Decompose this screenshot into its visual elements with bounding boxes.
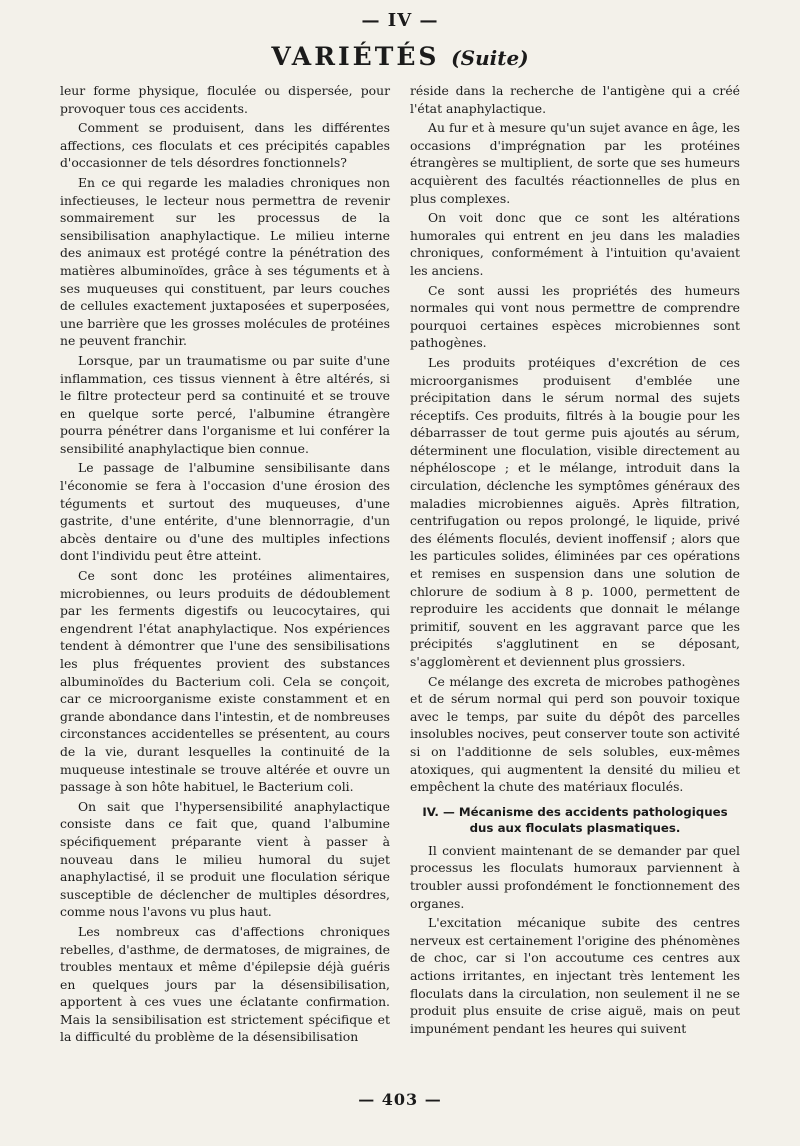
page-number: — 403 — xyxy=(358,1090,442,1109)
paragraph: On sait que l'hypersensibilité anaphylactique consiste dans ce fait que, quand l'albumine spécifiquement préparante vient à passer à nouveau dans le milieu humoral du sujet anaphylactisé, il se produit une floculation sérique susceptible de déclencher de multiples désordres, comme nous l'avons vu plus haut. xyxy=(60,798,390,920)
paragraph: L'excitation mécanique subite des centres nerveux est certainement l'origine des phénomènes de choc, car si l'on accoutume ces centres aux actions irritantes, en injectant très lentement les floculats dans la circulation, non seulement il ne se produit plus ensuite de crise aiguë, mais on peut impunément pendant les heures qui suivent xyxy=(410,915,740,1036)
roman-page-number: — IV — xyxy=(361,10,439,31)
title-suite: (Suite) xyxy=(451,46,529,70)
paragraph: leur forme physique, floculée ou dispersée, pour provoquer tous ces accidents. xyxy=(60,83,390,116)
paragraph: Au fur et à mesure qu'un sujet avance en âge, les occasions d'imprégnation par les protéines étrangères se multiplient, de sorte que ses humeurs acquièrent des facultés réactionnelles de plus en plus complexes. xyxy=(410,120,740,206)
paragraph: Il convient maintenant de se demander par quel processus les floculats humoraux parviennent à troubler aussi profondément le fonctionnement des organes. xyxy=(410,842,740,911)
paragraph: Ce sont donc les protéines alimentaires, microbiennes, ou leurs produits de dédoublement par les ferments digestifs ou leucocytaires, qui engendrent l'état anaphylactique. Nos expériences tendent à démontrer que l'une des sensibilisations les plus fréquentes provient des substances albuminoïdes du Bacterium coli. Cela se conçoit, car ce microorganisme existe constamment et en grande abondance dans l'intestin, et de nombreuses circonstances accidentelles se présentent, au cours de la vie, durant lesquelles la continuité de la muqueuse intestinale se trouve altérée et ouvre un passage à son hôte habituel, le Bacterium coli. xyxy=(60,568,390,795)
section-title xyxy=(0,42,800,71)
left-column xyxy=(60,82,390,1048)
paragraph: On voit donc que ce sont les altérations humorales qui entrent en jeu dans les maladies chroniques, conformément à l'intuition qu'avaient les anciens. xyxy=(410,210,740,278)
paragraph: Comment se produisent, dans les différentes affections, ces floculats et ces précipités capables d'occasionner de tels désordres fonctionnels? xyxy=(60,120,390,171)
title-text: VARIÉTÉS xyxy=(271,42,440,71)
paragraph: réside dans la recherche de l'antigène qui a créé l'état anaphylactique. xyxy=(410,83,740,116)
right-column xyxy=(410,82,740,1039)
paragraph: Les nombreux cas d'affections chroniques rebelles, d'asthme, de dermatoses, de migraines, de troubles mentaux et même d'épilepsie déjà guéris en quelques jours par la désensibilisation, apportent à ces vues une éclatante confirmation. Mais la sensibilisation est strictement spécifique et la difficulté du problème de la désensibilisation xyxy=(60,923,390,1045)
paragraph: Ce mélange des excreta de microbes pathogènes et de sérum normal qui perd son pouvoir toxique avec le temps, par suite du dépôt des parcelles insolubles nocives, peut conserver toute son activité si on l'additionne de sels solubles, eux-mêmes atoxiques, qui augmentent la densité du milieu et empêchent la chute des matériaux floculés. xyxy=(410,673,740,795)
paragraph: Les produits protéiques d'excrétion de ces microorganismes produisent d'emblée une précipitation dans le sérum normal des sujets réceptifs. Ces produits, filtrés à la bougie pour les débarrasser de tout germe puis ajoutés au sérum, déterminent une floculation, visible directement au néphéloscope ; et le mélange, introduit dans la circulation, déclenche les symptômes généraux des maladies microbiennes aiguës. Après filtration, centrifugation ou repos prolongé, le liquide, privé des éléments floculés, devient inoffensif ; alors que les particules solides, éliminées par ces opérations et remises en suspension dans une solution de chlorure de sodium à 8 p. 1000, permettent de reproduire les accidents que donnait le mélange primitif, souvent en les aggravant parce que les précipités s'agglutinent en se déposant, s'agglomèrent et deviennent plus grossiers. xyxy=(410,354,740,669)
paragraph: Le passage de l'albumine sensibilisante dans l'économie se fera à l'occasion d'une érosion des téguments et surtout des muqueuses, d'une gastrite, d'une entérite, d'une blennorragie, d'un abcès dentaire ou d'une des multiples infections dont l'individu peut être atteint. xyxy=(60,460,390,564)
paragraph: En ce qui regarde les maladies chroniques non infectieuses, le lecteur nous permettra de revenir sommairement sur les processus de la sensibilisation anaphylactique. Le milieu interne des animaux est protégé contre la pénétration des matières albuminoïdes, grâce à ses téguments et à ses muqueuses qui constituent, par leurs couches de cellules exactement juxtaposées et superposées, une barrière que les grosses molécules de protéines ne peuvent franchir. xyxy=(60,174,390,349)
section-heading: IV. — Mécanisme des accidents pathologiques dus aux floculats plasmatiques. xyxy=(422,804,728,835)
paragraph: Ce sont aussi les propriétés des humeurs normales qui vont nous permettre de comprendre pourquoi certaines espèces microbiennes sont pathogènes. xyxy=(410,282,740,351)
paragraph: Lorsque, par un traumatisme ou par suite d'une inflammation, ces tissus viennent à être altérés, si le filtre protecteur perd sa continuité et se trouve en quelque sorte percé, l'albumine étrangère pourra pénétrer dans l'organisme et lui conférer la sensibilité anaphylactique bien connue. xyxy=(60,352,390,456)
